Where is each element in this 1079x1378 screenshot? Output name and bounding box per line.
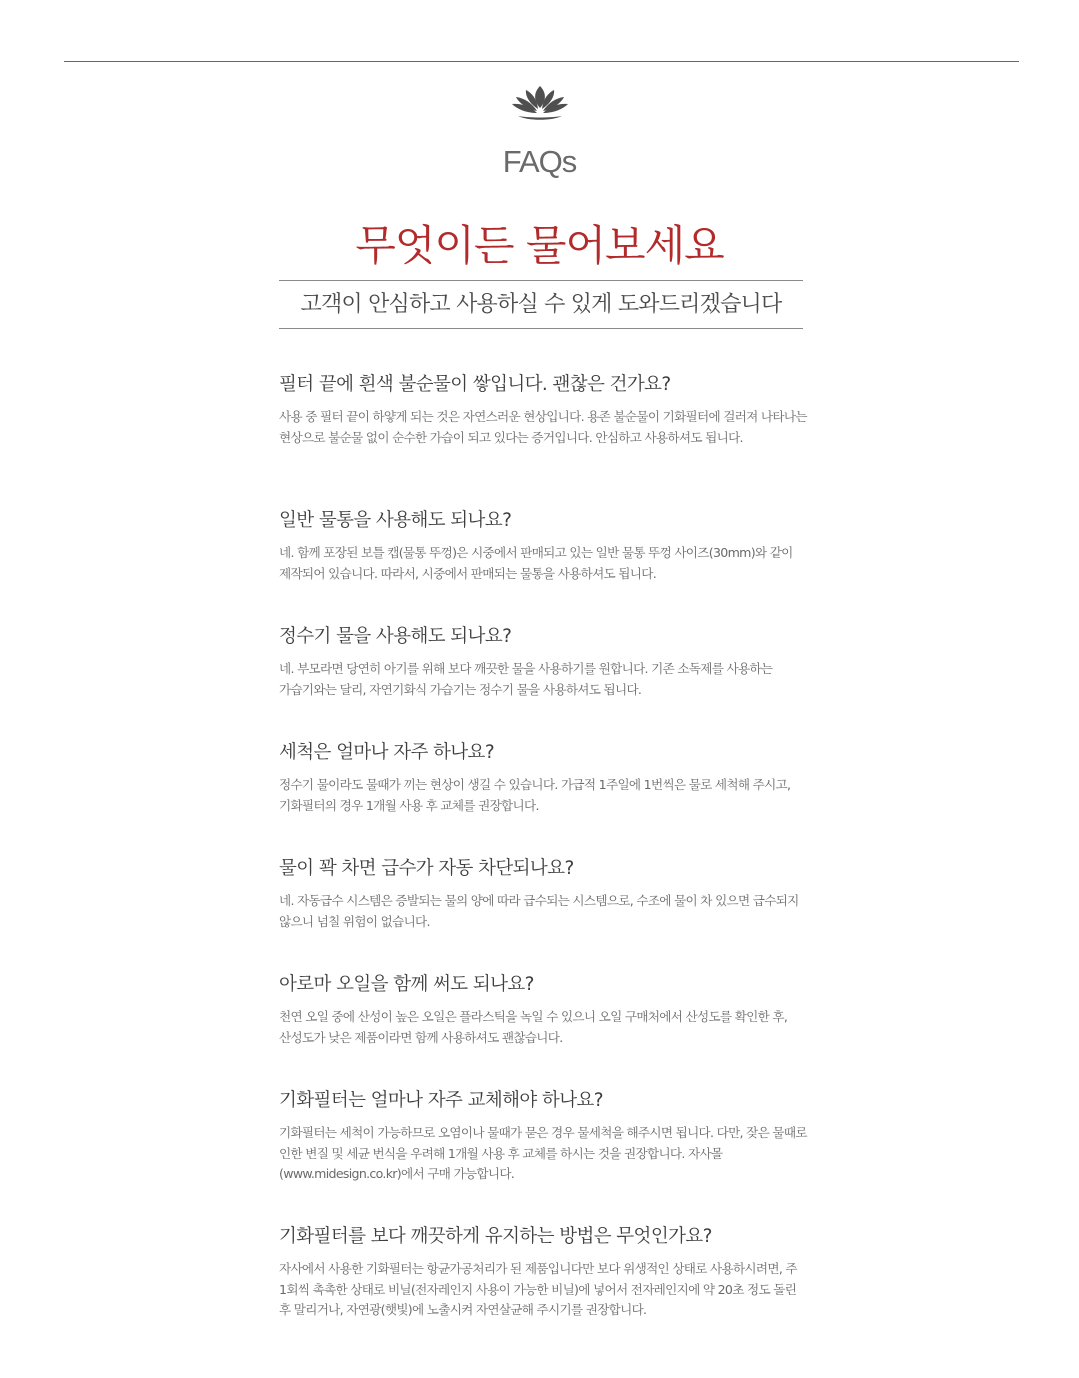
faq-question: 기화필터는 얼마나 자주 교체해야 하나요?: [279, 1090, 603, 1111]
subheadline-top-divider: [279, 280, 803, 281]
page-title: 무엇이든 물어보세요: [355, 221, 724, 270]
faq-question: 기화필터를 보다 깨끗하게 유지하는 방법은 무엇인가요?: [279, 1226, 712, 1247]
faq-answer: 네. 자동급수 시스템은 증발되는 물의 양에 따라 급수되는 시스템으로, 수조에 물이 차 있으면 급수되지 않으니 넘칠 위험이 없습니다.: [279, 893, 799, 929]
faq-question: 필터 끝에 흰색 불순물이 쌓입니다. 괜찮은 건가요?: [279, 374, 671, 395]
faq-answer: 사용 중 필터 끝이 하얗게 되는 것은 자연스러운 현상입니다. 용존 불순물이 기화필터에 걸러져 나타나는 현상으로 불순물 없이 순수한 가습이 되고 있다는 증거입니다. 안심하고 사용하셔도 됩니다.: [279, 409, 807, 445]
faq-question: 아로마 오일을 함께 써도 되나요?: [279, 974, 534, 995]
faq-question: 정수기 물을 사용해도 되나요?: [279, 626, 512, 647]
faq-question: 물이 꽉 차면 급수가 자동 차단되나요?: [279, 858, 574, 879]
subheadline-bottom-divider: [279, 328, 803, 329]
faq-answer: 네. 함께 포장된 보틀 캡(물통 뚜껑)은 시중에서 판매되고 있는 일반 물통 뚜껑 사이즈(30mm)와 같이 제작되어 있습니다. 따라서, 시중에서 판매되는 물통을 사용하셔도 됩니다.: [279, 545, 793, 581]
faq-item: [279, 622, 819, 700]
lotus-icon: [510, 84, 570, 122]
faq-question: 세척은 얼마나 자주 하나요?: [279, 742, 495, 763]
faq-item: [279, 970, 819, 1048]
faq-answer: 정수기 물이라도 물때가 끼는 현상이 생길 수 있습니다. 가급적 1주일에 1번씩은 물로 세척해 주시고, 기화필터의 경우 1개월 사용 후 교체를 권장합니다.: [279, 777, 791, 813]
faq-item: [279, 738, 819, 816]
page-subtitle: 고객이 안심하고 사용하실 수 있게 도와드리겠습니다: [300, 292, 782, 317]
faq-item: [279, 854, 819, 932]
faq-item: [279, 1086, 819, 1185]
faqs-label: FAQs: [502, 144, 577, 179]
faq-item: [279, 506, 819, 584]
faq-item: [279, 370, 819, 448]
faq-answer: 네. 부모라면 당연히 아기를 위해 보다 깨끗한 물을 사용하기를 원합니다. 기존 소독제를 사용하는 가습기와는 달리, 자연기화식 가습기는 정수기 물을 사용하셔도 됩니다.: [279, 661, 773, 697]
faq-answer: 기화필터는 세척이 가능하므로 오염이나 물때가 묻은 경우 물세척을 해주시면 됩니다. 다만, 잦은 물때로 인한 변질 및 세균 번식을 우려해 1개월 사용 후 교체를 하시는 것을 권장합니다. 자사몰(www.midesign.co.kr)에서 구매 가능합니다.: [279, 1125, 807, 1181]
top-divider: [64, 61, 1019, 62]
faq-item: [279, 1222, 819, 1321]
faq-answer: 천연 오일 중에 산성이 높은 오일은 플라스틱을 녹일 수 있으니 오일 구매처에서 산성도를 확인한 후, 산성도가 낮은 제품이라면 함께 사용하셔도 괜찮습니다.: [279, 1009, 788, 1045]
faq-answer: 자사에서 사용한 기화필터는 항균가공처리가 된 제품입니다만 보다 위생적인 상태로 사용하시려면, 주 1회씩 촉촉한 상태로 비닐(전자레인지 사용이 가능한 비닐)에 넣어서 전자레인지에 약 20초 정도 돌린 후 말리거나, 자연광(햇빛)에 노출시켜 자연살균해 주시기를 권장합니다.: [279, 1261, 797, 1317]
faq-question: 일반 물통을 사용해도 되나요?: [279, 510, 512, 531]
